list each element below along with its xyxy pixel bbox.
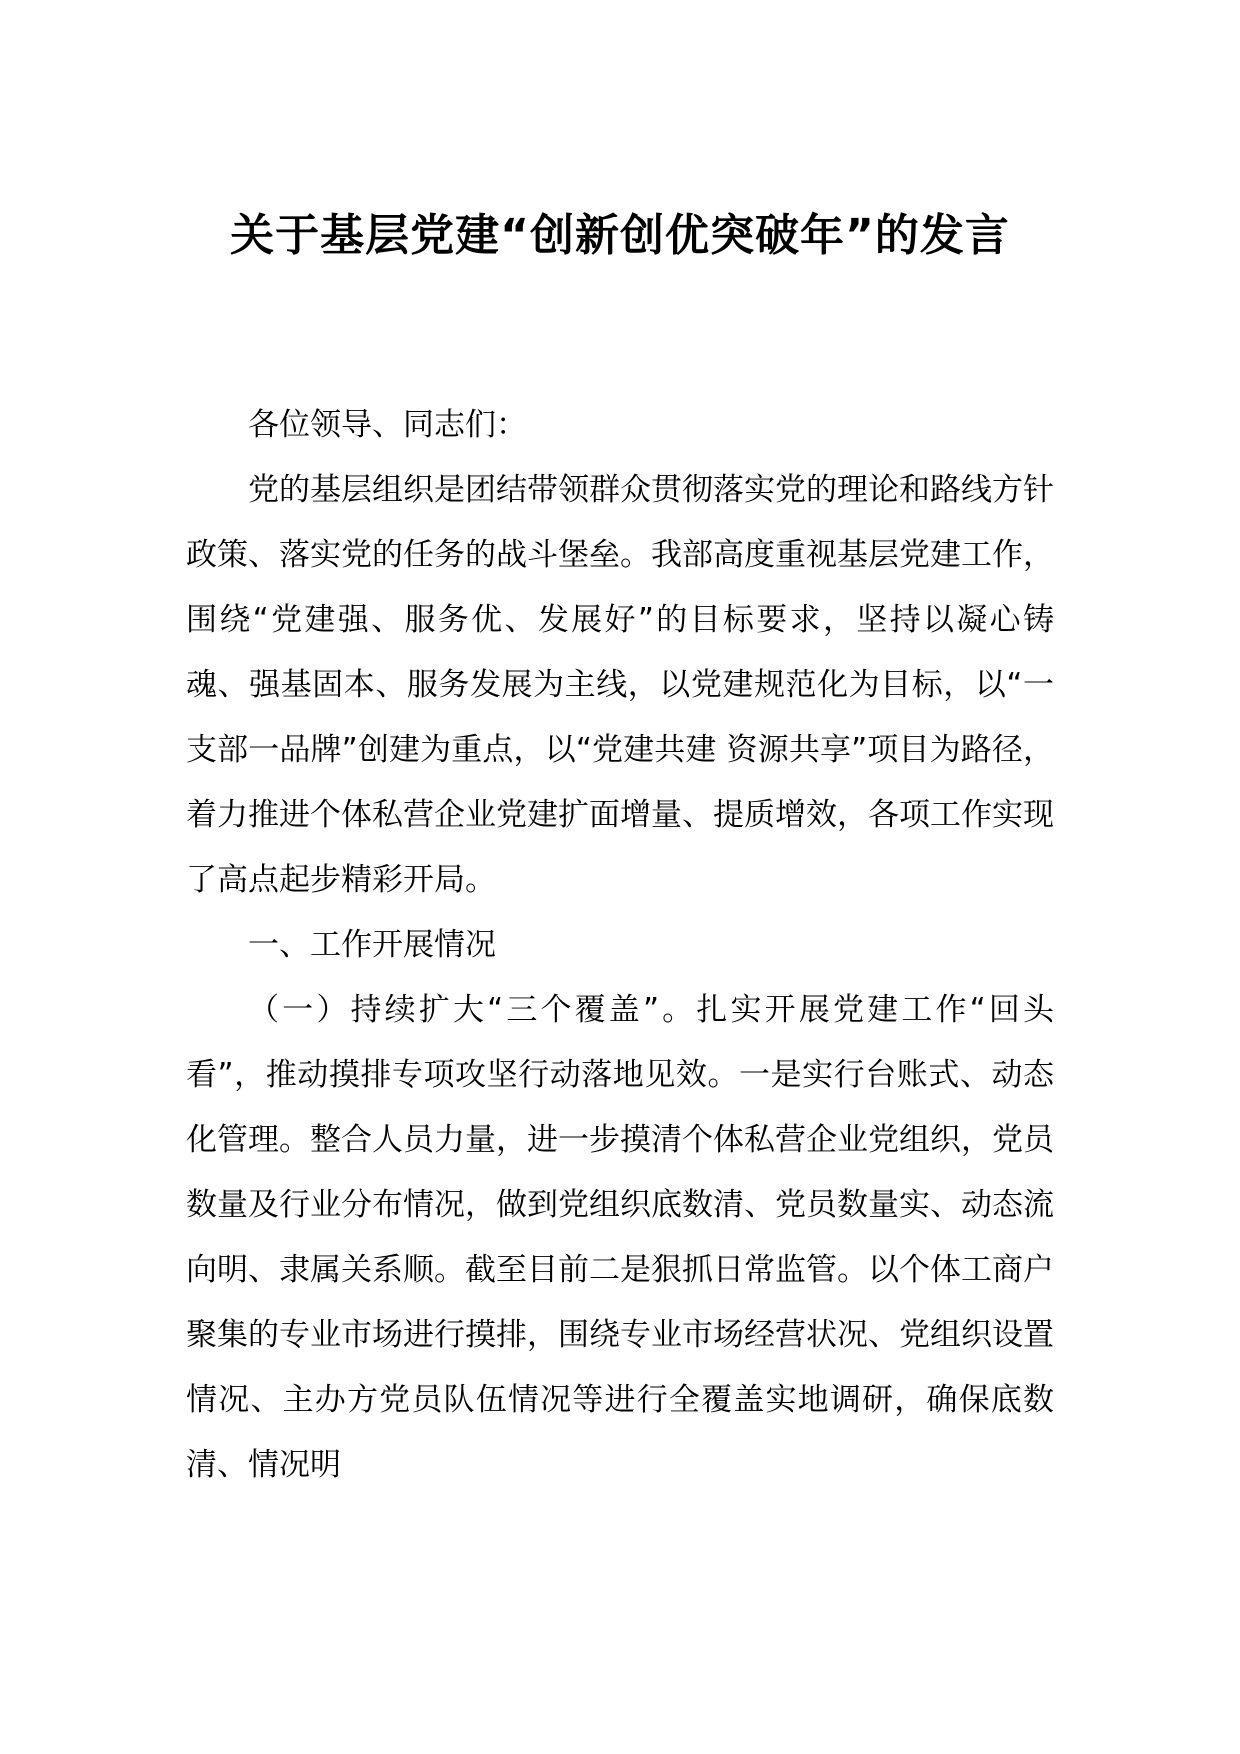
document-body <box>186 393 1054 1498</box>
salutation: 各位领导、同志们： <box>248 407 527 443</box>
document-title: 关于基层党建“创新创优突破年”的发言 <box>230 210 1010 261</box>
section-heading: 一、工作开展情况 <box>248 927 496 963</box>
paragraph-intro: 党的基层组织是团结带领群众贯彻落实党的理论和路线方针政策、落实党的任务的战斗堡垒。我部高度重视基层党建工作，围绕“党建强、服务优、发展好”的目标要求，坚持以凝心铸魂、强基固本、服务发展为主线，以党建规范化为目标，以“一支部一品牌”创建为重点，以“党建共建 资源共享”项目为路径，着力推进个体私营企业党建扩面增量、提质增效，各项工作实现了高点起步精彩开局。 <box>186 472 1054 898</box>
paragraph-coverage: （一）持续扩大“三个覆盖”。扎实开展党建工作“回头看”，推动摸排专项攻坚行动落地见效。一是实行台账式、动态化管理。整合人员力量，进一步摸清个体私营企业党组织，党员数量及行业分布情况，做到党组织底数清、党员数量实、动态流向明、隶属关系顺。截至目前二是狠抓日常监管。以个体工商户聚集的专业市场进行摸排，围绕专业市场经营状况、党组织设置情况、主办方党员队伍情况等进行全覆盖实地调研，确保底数清、情况明 <box>186 992 1054 1483</box>
